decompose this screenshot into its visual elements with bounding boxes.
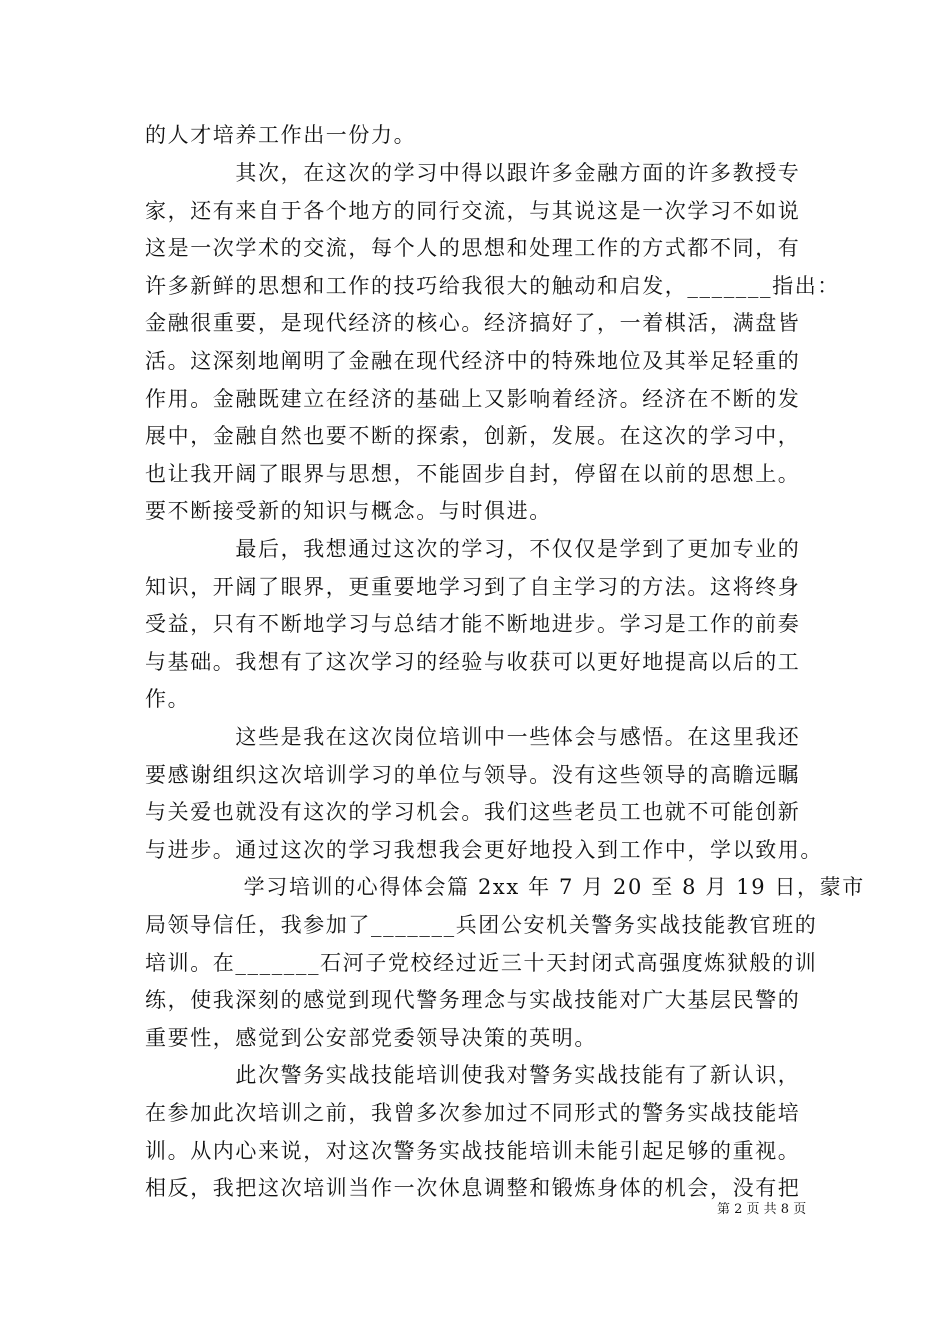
text-line: 与关爱也就没有这次的学习机会。我们这些老员工也就不可能创新 <box>145 800 801 824</box>
text-line: 局领导信任，我参加了_______兵团公安机关警务实战技能教官班的 <box>145 913 818 937</box>
text-line: 与基础。我想有了这次学习的经验与收获可以更好地提高以后的工 <box>145 650 801 674</box>
text-line: 学习培训的心得体会篇 2xx 年 7 月 20 至 8 月 19 日，蒙市 <box>145 875 865 899</box>
text-line: 其次，在这次的学习中得以跟许多金融方面的许多教授专 <box>145 161 801 185</box>
text-line: 在参加此次培训之前，我曾多次参加过不同形式的警务实战技能培 <box>145 1101 801 1125</box>
text-line: 培训。在_______石河子党校经过近三十天封闭式高强度炼狱般的训 <box>145 951 818 975</box>
text-line: 金融很重要，是现代经济的核心。经济搞好了，一着棋活，满盘皆 <box>145 311 801 335</box>
text-line: 展中，金融自然也要不断的探索，创新，发展。在这次的学习中， <box>145 424 801 448</box>
text-line: 的人才培养工作出一份力。 <box>145 123 417 147</box>
text-line: 此次警务实战技能培训使我对警务实战技能有了新认识， <box>145 1063 801 1087</box>
text-line: 相反，我把这次培训当作一次休息调整和锻炼身体的机会，没有把 <box>145 1176 801 1200</box>
text-line: 家，还有来自于各个地方的同行交流，与其说这是一次学习不如说 <box>145 199 801 223</box>
text-line: 训。从内心来说，对这次警务实战技能培训未能引起足够的重视。 <box>145 1139 801 1163</box>
text-line: 要感谢组织这次培训学习的单位与领导。没有这些领导的高瞻远瞩 <box>145 763 801 787</box>
page-number-footer: 第 2 页 共 8 页 <box>717 1202 807 1217</box>
text-line: 练，使我深刻的感觉到现代警务理念与实战技能对广大基层民警的 <box>145 988 801 1012</box>
text-line: 这些是我在这次岗位培训中一些体会与感悟。在这里我还 <box>145 725 801 749</box>
text-line: 要不断接受新的知识与概念。与时俱进。 <box>145 499 552 523</box>
text-line: 许多新鲜的思想和工作的技巧给我很大的触动和启发，_______指出： <box>145 274 840 298</box>
text-line: 受益，只有不断地学习与总结才能不断地进步。学习是工作的前奏 <box>145 612 801 636</box>
text-line: 最后，我想通过这次的学习，不仅仅是学到了更加专业的 <box>145 537 801 561</box>
text-line: 作。 <box>145 687 191 711</box>
text-line: 活。这深刻地阐明了金融在现代经济中的特殊地位及其举足轻重的 <box>145 349 801 373</box>
text-line: 知识，开阔了眼界，更重要地学习到了自主学习的方法。这将终身 <box>145 575 801 599</box>
text-line: 与进步。通过这次的学习我想我会更好地投入到工作中，学以致用。 <box>145 838 823 862</box>
text-line: 这是一次学术的交流，每个人的思想和处理工作的方式都不同，有 <box>145 236 801 260</box>
text-line: 重要性，感觉到公安部党委领导决策的英明。 <box>145 1026 597 1050</box>
text-line: 也让我开阔了眼界与思想，不能固步自封，停留在以前的思想上。 <box>145 462 801 486</box>
text-line: 作用。金融既建立在经济的基础上又影响着经济。经济在不断的发 <box>145 387 801 411</box>
